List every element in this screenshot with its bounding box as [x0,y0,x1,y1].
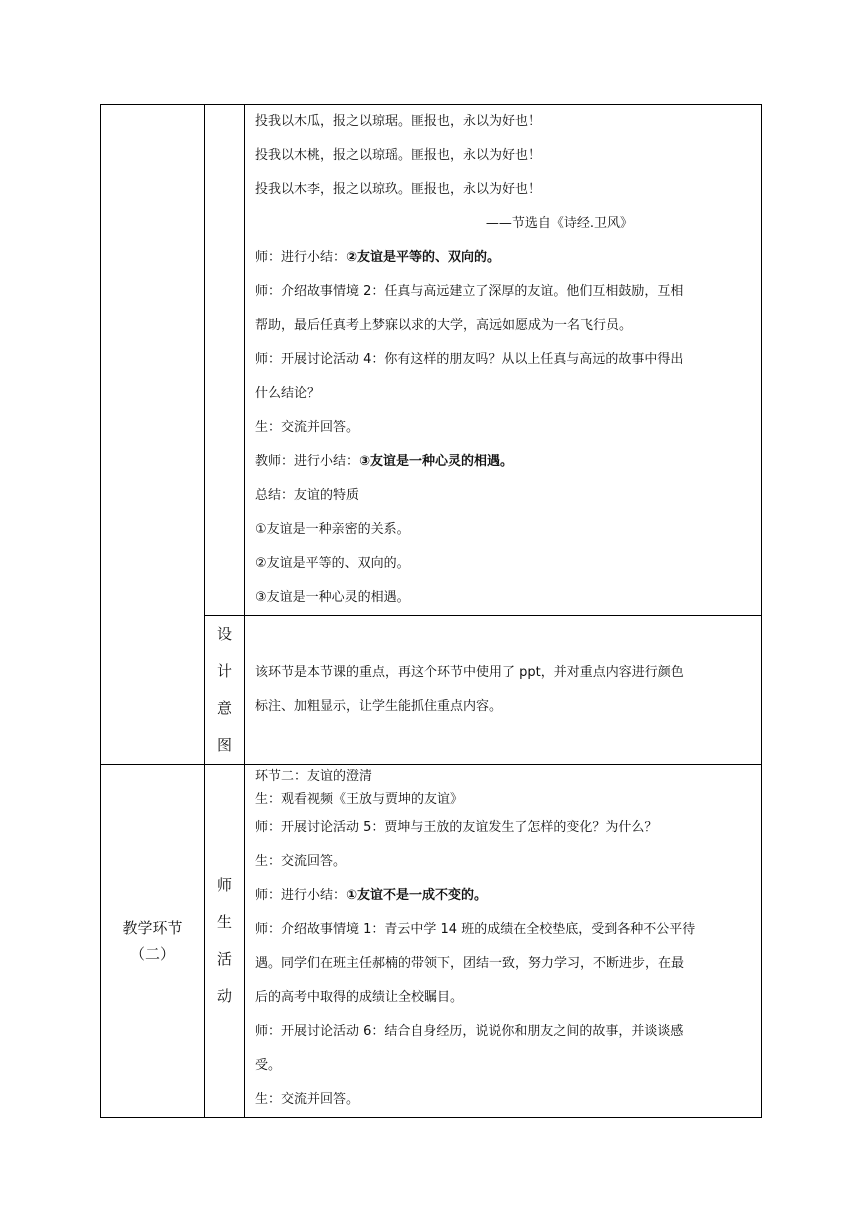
poem-line: 投我以木桃，报之以琼瑶。匪报也，永以为好也！ [255,148,542,163]
summary-prefix: 教师：进行小结： [255,454,360,469]
summary-line [245,241,761,275]
section2-activity-label-cell [205,765,245,1118]
design-intent-content [245,616,762,765]
story-line: 师：介绍故事情境 1：青云中学 14 班的成绩在全校垫底，受到各种不公平待 [255,922,696,937]
summary-line [245,879,761,913]
poem-citation: ——节选自《诗经.卫风》 [485,216,633,231]
student-line: 生：交流并回答。 [255,420,360,435]
summary-bold: ①友谊不是一成不变的。 [346,888,488,903]
design-label-char: 设 [216,625,232,643]
section2-stage-cell [101,765,205,1118]
section2-row [101,765,762,1118]
design-intent-label-cell [205,616,245,765]
stage-label-sub: （二） [129,945,175,963]
story-line: 后的高考中取得的成绩让全校瞩目。 [255,990,464,1005]
section1-activity-content [245,105,762,616]
activity-label-char: 师 [216,876,232,894]
story-line: 帮助，最后任真考上梦寐以求的大学，高远如愿成为一名飞行员。 [255,318,633,333]
activity-label-char: 活 [216,950,232,968]
section-title: 环节二：友谊的澄清 [255,769,373,784]
conclusion-title: 总结：友谊的特质 [255,488,360,503]
student-line: 生：交流并回答。 [255,1092,360,1107]
video-line: 生：观看视频《王放与贾坤的友谊》 [255,792,464,807]
section1-activity-row [101,105,762,616]
design-line: 该环节是本节课的重点，再这个环节中使用了 ppt，并对重点内容进行颜色 [255,665,684,680]
activity-line: 什么结论？ [255,386,321,401]
activity-label-char: 动 [216,987,232,1005]
trait-line: ①友谊是一种亲密的关系。 [255,522,410,537]
summary-prefix: 师：进行小结： [255,888,347,903]
poem-line: 投我以木李，报之以琼玖。匪报也，永以为好也！ [255,182,542,197]
design-label-char: 计 [216,662,232,680]
activity-line: 师：开展讨论活动 5：贾坤与王放的友谊发生了怎样的变化？为什么？ [255,820,658,835]
activity-label-char: 生 [216,913,232,931]
story-line: 师：介绍故事情境 2：任真与高远建立了深厚的友谊。他们互相鼓励，互相 [255,284,684,299]
section2-activity-content [245,765,762,1118]
story-line: 遇。同学们在班主任郝楠的带领下，团结一致，努力学习，不断进步，在最 [255,956,685,971]
activity-line: 师：开展讨论活动 4：你有这样的朋友吗？从以上任真与高远的故事中得出 [255,352,684,367]
summary-bold: ②友谊是平等的、双向的。 [346,250,501,265]
stage-label: 教学环节 [122,919,183,937]
trait-line: ②友谊是平等的、双向的。 [255,556,410,571]
activity-line: 师：开展讨论活动 6：结合自身经历，说说你和朋友之间的故事，并谈谈感 [255,1024,684,1039]
summary-line [245,445,761,479]
section1-activity-label-cell [205,105,245,616]
design-label-char: 图 [216,736,232,754]
summary-bold: ③友谊是一种心灵的相遇。 [359,454,514,469]
design-line: 标注、加粗显示，让学生能抓住重点内容。 [255,699,503,714]
section1-stage-cell [101,105,205,765]
design-label-char: 意 [216,699,232,717]
activity-line: 受。 [255,1058,282,1073]
poem-line: 投我以木瓜，报之以琼琚。匪报也，永以为好也！ [255,114,542,129]
summary-prefix: 师：进行小结： [255,250,347,265]
lesson-plan-table [100,104,762,1118]
trait-line: ③友谊是一种心灵的相遇。 [255,590,410,605]
student-line: 生：交流回答。 [255,854,347,869]
